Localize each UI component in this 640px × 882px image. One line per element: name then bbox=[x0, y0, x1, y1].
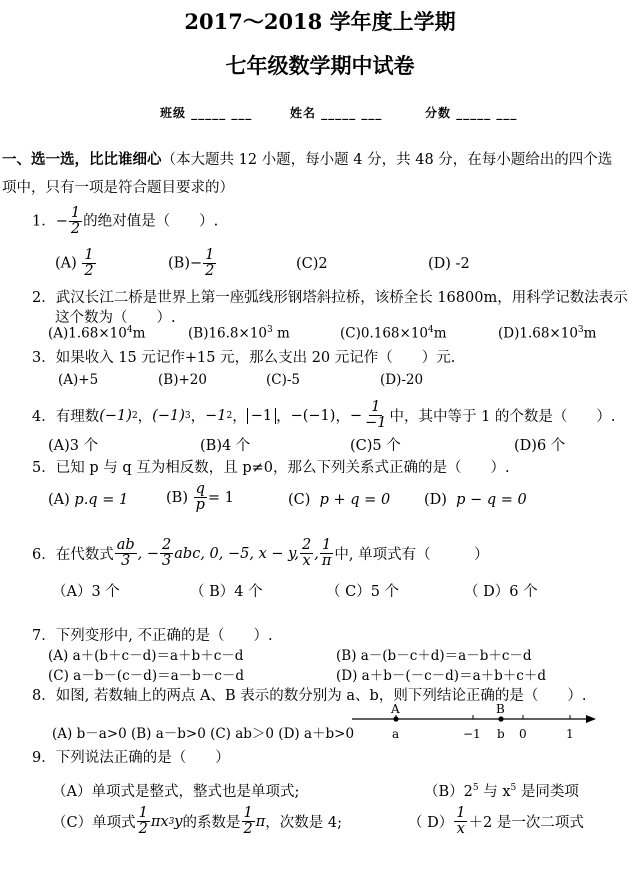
q1-b-num: 1 bbox=[205, 247, 215, 263]
q9-d-num: 1 bbox=[456, 805, 466, 821]
q2-c-base: (C)0.168×10 bbox=[340, 325, 429, 342]
q4-expr-5: −(−1) bbox=[290, 407, 336, 424]
q1-frac-num: 1 bbox=[70, 205, 81, 221]
section-intro-line2: 项中，只有一项是符合题目要求的） bbox=[2, 180, 234, 196]
q4-expr-2: (−1) bbox=[152, 407, 185, 424]
q6-frac-3 bbox=[300, 538, 313, 569]
q9-b-exp2: 5 bbox=[510, 783, 517, 794]
q4-expr-3-exp: 2 bbox=[226, 410, 233, 421]
q2-b-unit: m bbox=[272, 325, 290, 342]
q5-d-label: (D) bbox=[424, 492, 447, 508]
q4-sep: ， bbox=[276, 409, 291, 426]
q6-option-c: （ C）5 个 bbox=[326, 584, 400, 600]
q9-d-den: x bbox=[456, 821, 465, 838]
exam-title: 七年级数学期中试卷 bbox=[225, 53, 415, 78]
name-field bbox=[290, 104, 382, 121]
q2-option-c bbox=[340, 325, 447, 342]
q2-line1: 2．武汉长江二桥是世界上第一座弧线形钢塔斜拉桥，该桥全长 16800m，用科学记数法表示 bbox=[32, 290, 628, 306]
q6-option-a: （A）3 个 bbox=[52, 584, 120, 600]
q4-expr-4-abs: −1 bbox=[247, 408, 276, 424]
q7-option-b: (B) a－(b－c＋d)＝a－b＋c－d bbox=[336, 648, 532, 664]
q5-b-fraction bbox=[194, 482, 207, 513]
q5-b-label: (B) bbox=[166, 489, 188, 506]
q4-expr-6-minus: − bbox=[349, 407, 363, 424]
q1-b-den: 2 bbox=[205, 263, 215, 280]
q2-b-exp: 3 bbox=[267, 325, 273, 335]
q6-text: 中, 单项式有（ ） bbox=[334, 547, 489, 564]
q9-option-c bbox=[52, 806, 342, 837]
q9-c-y: y bbox=[174, 813, 183, 830]
q7-option-c: (C) a－b－(c－d)＝a－b－c－d bbox=[48, 668, 244, 684]
number-line-arrow-icon bbox=[586, 715, 596, 723]
score-label: 分数 bbox=[425, 106, 452, 120]
question-7: 7．下列变形中, 不正确的是（ ）. bbox=[32, 628, 273, 644]
q4-frac-den: −1 bbox=[365, 415, 387, 432]
q9-b-mid: 与 x bbox=[478, 784, 511, 800]
q5-option-d bbox=[424, 492, 527, 508]
q6-frac-3-den: x bbox=[302, 553, 311, 570]
label-point-b: B bbox=[496, 702, 505, 716]
tick-label-minus-one: −1 bbox=[463, 727, 481, 741]
q5-option-a bbox=[48, 492, 128, 508]
q2-option-a bbox=[48, 325, 145, 342]
q6-frac-2-den: 3 bbox=[162, 553, 172, 570]
question-9: 9．下列说法正确的是（ ） bbox=[32, 750, 230, 766]
q9-c-exp: 3 bbox=[168, 816, 175, 827]
q6-mid-3: , bbox=[314, 545, 319, 562]
q1-fraction bbox=[69, 206, 82, 237]
score-field bbox=[425, 104, 517, 121]
q4-expr-1-exp: 2 bbox=[131, 410, 138, 421]
q1-a-fraction bbox=[82, 248, 95, 279]
q9-c-mid: 的系数是 bbox=[182, 815, 241, 832]
q3-option-b: (B)+20 bbox=[158, 372, 207, 388]
q6-mid-2: abc, 0, −5, x − y, bbox=[174, 545, 300, 562]
q4-sep: ， bbox=[232, 409, 247, 426]
q2-a-exp: 4 bbox=[126, 325, 133, 335]
q1-minus: − bbox=[55, 213, 68, 230]
label-point-a: A bbox=[391, 702, 400, 716]
q5-a-label: (A) bbox=[48, 492, 70, 508]
q6-frac-2 bbox=[160, 538, 173, 569]
q4-expr-6-fraction bbox=[363, 400, 388, 431]
q9-c-frac2 bbox=[242, 806, 255, 837]
q9-c-den: 2 bbox=[138, 821, 148, 838]
tick-label-zero: 0 bbox=[519, 727, 527, 741]
q5-b-den: p bbox=[195, 497, 205, 514]
section-heading bbox=[2, 148, 612, 169]
q9-c-pi: π bbox=[255, 813, 266, 830]
q2-option-d bbox=[498, 325, 596, 342]
q5-c-label: (C) bbox=[288, 492, 311, 508]
q6-frac-4 bbox=[320, 538, 334, 569]
point-a bbox=[393, 716, 398, 721]
q9-d-pre: （ D） bbox=[408, 815, 454, 832]
q5-a-expr: p.q = 1 bbox=[74, 492, 129, 508]
class-field bbox=[160, 104, 252, 121]
q7-option-d: (D) a＋b－(－c－d)＝a＋b＋c＋d bbox=[336, 668, 546, 684]
q2-a-base: (A)1.68×10 bbox=[48, 325, 127, 342]
q2-line2: 这个数为（ ）. bbox=[55, 310, 176, 326]
class-blank: _____ ___ bbox=[191, 106, 253, 120]
q2-option-b bbox=[188, 325, 290, 342]
score-blank: _____ ___ bbox=[456, 106, 518, 120]
q9-d-frac bbox=[454, 806, 467, 837]
number-line-diagram bbox=[350, 702, 600, 746]
q4-sep: ， bbox=[137, 409, 153, 426]
q4-expr-3: −1 bbox=[205, 407, 227, 424]
q9-b-pre: （B）2 bbox=[424, 784, 473, 800]
section-intro: （本大题共 12 小题，每小题 4 分，共 48 分，在每小题给出的四个选 bbox=[161, 152, 613, 168]
q8-options: (A) b－a>0 (B) a－b>0 (C) ab＞0 (D) a＋b>0 bbox=[52, 726, 355, 742]
q1-option-b bbox=[168, 248, 217, 279]
q4-expr-1: (−1) bbox=[99, 407, 132, 424]
tick-label-one: 1 bbox=[566, 727, 574, 741]
tick-label-a: a bbox=[392, 727, 400, 741]
name-label: 姓名 bbox=[290, 106, 317, 120]
q4-expr-2-exp: 3 bbox=[184, 410, 191, 421]
question-5: 5．已知 p 与 q 互为相反数，且 p≠0，那么下列关系式正确的是（ ）. bbox=[32, 460, 510, 476]
q5-option-c bbox=[288, 492, 390, 508]
q6-frac-1-den: 3 bbox=[121, 553, 131, 570]
q9-option-b bbox=[424, 780, 579, 801]
question-3: 3．如果收入 15 元记作+15 元，那么支出 20 元记作（ ）元. bbox=[32, 350, 456, 366]
question-6 bbox=[32, 538, 489, 569]
q4-frac-num: 1 bbox=[371, 399, 381, 415]
q2-d-exp: 3 bbox=[577, 325, 584, 335]
q1-a-den: 2 bbox=[84, 263, 94, 280]
exam-title-year: 2017～2018 学年度上学期 bbox=[184, 9, 456, 34]
name-blank: _____ ___ bbox=[321, 106, 383, 120]
q2-c-unit: m bbox=[433, 325, 447, 342]
q5-option-b bbox=[166, 482, 234, 513]
q9-c-term: πx bbox=[150, 813, 169, 830]
q9-d-post: ＋2 是一次二项式 bbox=[468, 815, 584, 832]
q4-sep: ， bbox=[335, 409, 350, 426]
q4-option-c: (C)5 个 bbox=[350, 438, 401, 454]
q4-text: 中，其中等于 1 的个数是（ ）. bbox=[389, 409, 616, 426]
q5-b-num: q bbox=[195, 481, 205, 497]
q4-sep: ， bbox=[190, 409, 206, 426]
q1-a-num: 1 bbox=[84, 247, 94, 263]
q9-b-post: 是同类项 bbox=[516, 784, 579, 800]
q6-option-d: （ D）6 个 bbox=[464, 584, 538, 600]
q2-d-base: (D)1.68×10 bbox=[498, 325, 578, 342]
q4-option-d: (D)6 个 bbox=[514, 438, 566, 454]
q5-c-expr: p + q = 0 bbox=[319, 492, 391, 508]
q9-c-post: ，次数是 4; bbox=[265, 815, 342, 832]
q6-option-b: （ B）4 个 bbox=[190, 584, 263, 600]
q1-number: 1． bbox=[32, 213, 56, 230]
q1-text: 的绝对值是（ ）. bbox=[83, 213, 219, 230]
q9-option-a: （A）单项式是整式，整式也是单项式; bbox=[52, 784, 300, 800]
tick-label-b: b bbox=[497, 727, 505, 741]
q6-frac-2-num: 2 bbox=[162, 537, 172, 553]
q9-c-frac bbox=[137, 806, 150, 837]
q9-c-pre: （C）单项式 bbox=[52, 815, 136, 832]
q2-a-unit: m bbox=[132, 325, 146, 342]
q3-option-c: (C)-5 bbox=[266, 372, 301, 388]
q2-b-base: (B)16.8×10 bbox=[188, 325, 268, 342]
q6-frac-1-num: ab bbox=[116, 537, 135, 553]
q6-frac-1 bbox=[115, 538, 137, 569]
q7-option-a: (A) a＋(b＋c－d)＝a＋b＋c－d bbox=[48, 648, 244, 664]
q1-option-c: (C)2 bbox=[296, 256, 328, 272]
q9-option-d bbox=[408, 806, 584, 837]
q2-d-unit: m bbox=[583, 325, 597, 342]
q1-b-label: (B)− bbox=[168, 255, 203, 272]
q9-b-exp1: 5 bbox=[472, 783, 479, 794]
q4-option-a: (A)3 个 bbox=[48, 438, 99, 454]
q4-number: 4．有理数 bbox=[32, 409, 100, 426]
q9-c-num2: 1 bbox=[243, 805, 253, 821]
q6-frac-4-num: 1 bbox=[322, 537, 332, 553]
q6-number: 6．在代数式 bbox=[32, 547, 114, 564]
q1-a-label: (A) bbox=[55, 255, 77, 272]
q1-option-a bbox=[55, 248, 97, 279]
class-label: 班级 bbox=[160, 106, 187, 120]
q1-b-fraction bbox=[203, 248, 216, 279]
q9-c-num: 1 bbox=[138, 805, 148, 821]
question-8: 8．如图, 若数轴上的两点 A、B 表示的数分别为 a、b，则下列结论正确的是（ ）. bbox=[32, 688, 587, 704]
q6-mid-1: , − bbox=[137, 545, 160, 562]
q5-d-expr: p − q = 0 bbox=[456, 492, 527, 508]
question-1 bbox=[32, 206, 218, 237]
q1-frac-den: 2 bbox=[70, 221, 81, 238]
q6-frac-4-den: π bbox=[321, 553, 332, 570]
section-title: 一、选一选，比比谁细心 bbox=[2, 151, 162, 168]
q5-b-rest: = 1 bbox=[207, 489, 234, 506]
q1-option-d: (D) -2 bbox=[428, 256, 470, 272]
q3-option-a: (A)+5 bbox=[58, 372, 99, 388]
q2-c-exp: 4 bbox=[428, 325, 434, 335]
q9-c-den2: 2 bbox=[243, 821, 253, 838]
q6-frac-3-num: 2 bbox=[302, 537, 312, 553]
point-b bbox=[498, 716, 503, 721]
question-4 bbox=[32, 400, 616, 431]
q3-option-d: (D)-20 bbox=[380, 372, 424, 388]
q4-option-b: (B)4 个 bbox=[200, 438, 251, 454]
